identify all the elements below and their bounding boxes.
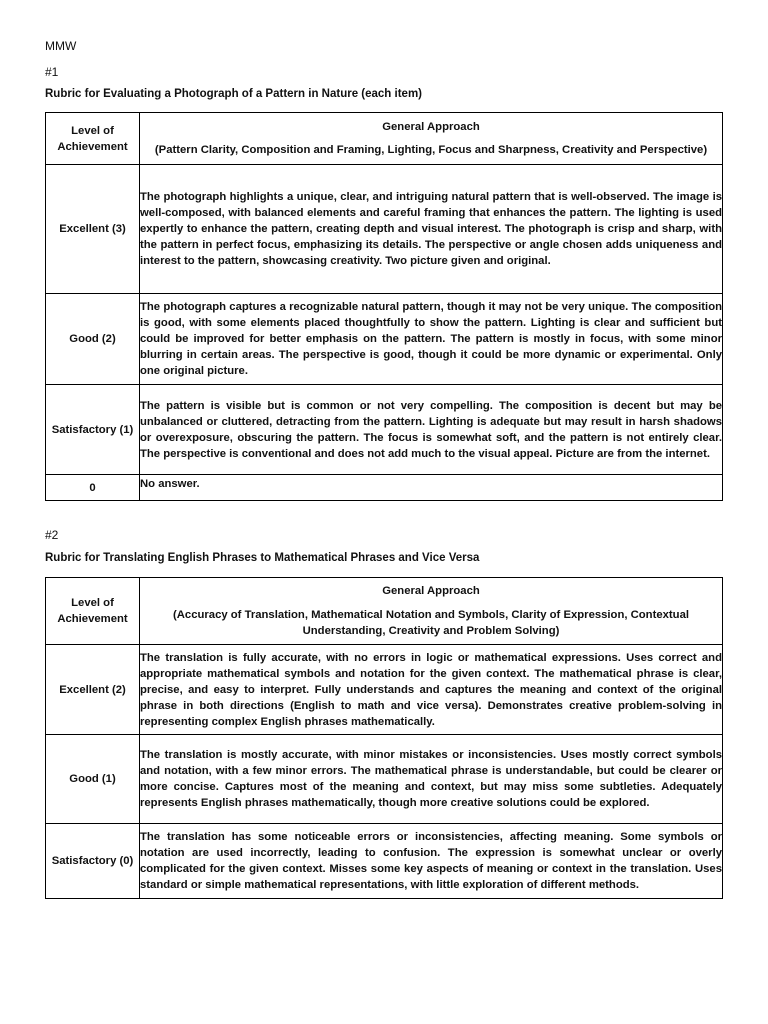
section-1-number: #1 — [45, 65, 59, 79]
section-2-title: Rubric for Translating English Phrases to Mathematical Phrases and Vice Versa — [45, 552, 480, 564]
table-header-row — [46, 113, 723, 165]
table-row — [46, 294, 723, 385]
table-header-row — [46, 578, 723, 645]
description-cell: The translation is mostly accurate, with minor mistakes or inconsistencies. Uses mostly correct symbols and notation, with a few minor errors. The mathematical phrase is understandable, but could be clearer or more concise. Captures most of the meaning and context, but may miss some subtleties. Adequately represents English phrases mathematically, though more creative solutions could be explored. — [140, 735, 723, 824]
level-cell: Satisfactory (1) — [46, 385, 140, 475]
general-approach-label: General Approach — [382, 585, 480, 597]
section-2-number: #2 — [45, 528, 59, 542]
table-row — [46, 735, 723, 824]
author-initials: MMW — [45, 39, 77, 53]
column-header-level: Level of Achievement — [46, 113, 140, 165]
table-row — [46, 475, 723, 501]
general-approach-label: General Approach — [382, 121, 480, 133]
level-cell: Excellent (3) — [46, 165, 140, 294]
table-row — [46, 385, 723, 475]
level-cell: Excellent (2) — [46, 645, 140, 735]
level-cell: Good (1) — [46, 735, 140, 824]
description-cell: The photograph captures a recognizable natural pattern, though it may not be very unique. The composition is good, with some elements placed thoughtfully to show the pattern. Lighting is clear and sufficient but could be improved for better emphasis on the pattern. The pattern is mostly in focus, with some minor blurring in certain areas. The perspective is good, though it could be more dynamic or experimental. Only one original picture. — [140, 294, 723, 385]
section-1-title: Rubric for Evaluating a Photograph of a Pattern in Nature (each item) — [45, 88, 422, 100]
description-cell: No answer. — [140, 475, 723, 501]
column-header-general — [140, 578, 723, 645]
rubric-table-1 — [45, 112, 723, 501]
level-cell: 0 — [46, 475, 140, 501]
description-cell: The translation has some noticeable errors or inconsistencies, affecting meaning. Some symbols or notation are used incorrectly, leading to confusion. The expression is somewhat unclear or overly complicated for the given context. Misses some key aspects of meaning or context in the translation. Uses standard or simple mathematical representations, with little exploration of different methods. — [140, 824, 723, 899]
level-cell: Good (2) — [46, 294, 140, 385]
description-cell: The translation is fully accurate, with no errors in logic or mathematical expressions. Uses correct and appropriate mathematical symbols and notation for the given context. The mathematical phrase is clear, precise, and easy to interpret. Fully understands and captures the meaning and context of the original phrase in both directions (English to math and vice versa). Demonstrates creative problem-solving in representing complex English phrases mathematically. — [140, 645, 723, 735]
column-header-general — [140, 113, 723, 165]
description-cell: The photograph highlights a unique, clear, and intriguing natural pattern that is well-observed. The image is well-composed, with balanced elements and careful framing that enhances the pattern. The lighting is used expertly to enhance the pattern, creating depth and visual interest. The photograph is crisp and sharp, with the pattern in perfect focus, emphasizing its details. The perspective or angle chosen adds uniqueness and interest to the pattern, showcasing creativity. Two picture given and original. — [140, 165, 723, 294]
rubric-table-2 — [45, 577, 723, 899]
table-row — [46, 165, 723, 294]
criteria-list: (Pattern Clarity, Composition and Framing, Lighting, Focus and Sharpness, Creativity and Perspective) — [154, 144, 708, 156]
criteria-list: (Accuracy of Translation, Mathematical Notation and Symbols, Clarity of Expression, Contextual Understanding, Creativity and Problem Solving) — [173, 609, 689, 637]
description-cell: The pattern is visible but is common or not very compelling. The composition is decent but may be unbalanced or cluttered, detracting from the pattern. Lighting is adequate but may result in harsh shadows or overexposure, obscuring the pattern. The focus is somewhat soft, and the pattern is not entirely clear. The perspective is conventional and does not add much to the visual appeal. Picture are from the internet. — [140, 385, 723, 475]
table-row — [46, 824, 723, 899]
table-row — [46, 645, 723, 735]
level-cell: Satisfactory (0) — [46, 824, 140, 899]
column-header-level: Level of Achievement — [46, 578, 140, 645]
